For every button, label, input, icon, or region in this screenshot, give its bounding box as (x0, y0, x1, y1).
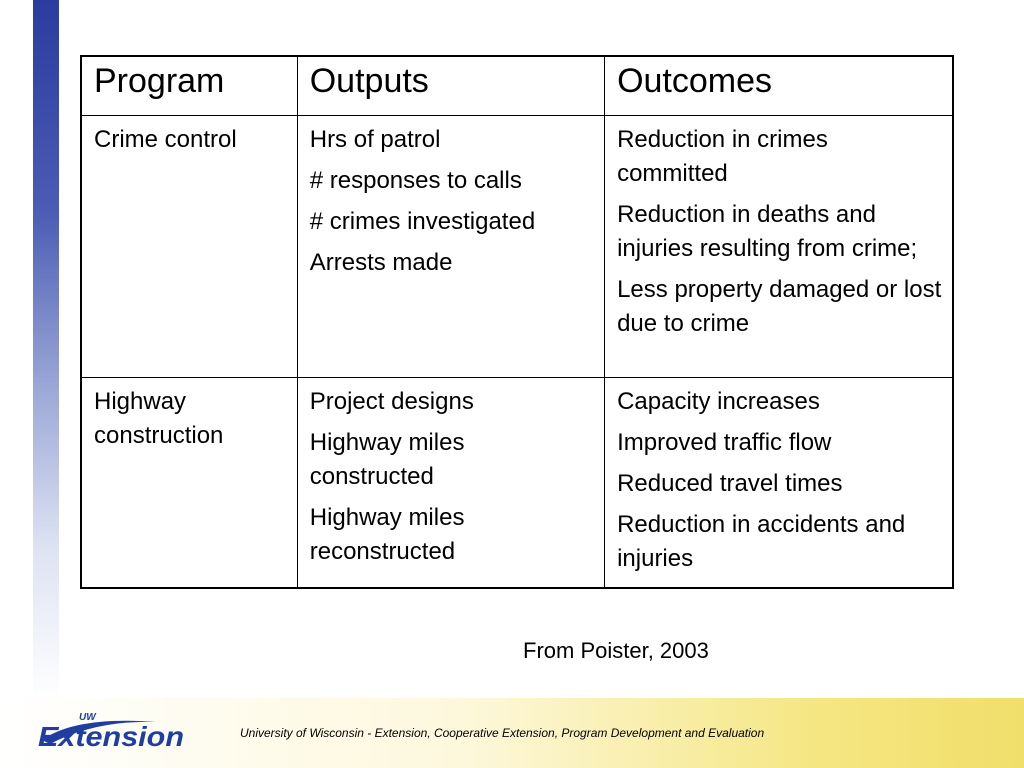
outcome-item: Reduction in accidents and injuries (617, 511, 906, 572)
program-name: Crime control (94, 126, 237, 153)
output-item: Highway miles constructed (309, 429, 465, 490)
program-name: Highway construction (94, 388, 224, 449)
output-item: Arrests made (309, 249, 453, 276)
header-program: Program (81, 56, 297, 116)
output-item: Hrs of patrol (309, 126, 441, 153)
logo-main-text: Extension (38, 721, 184, 752)
footer-text: University of Wisconsin - Extension, Cooperative Extension, Program Development and Evaluation (240, 726, 765, 740)
header-outputs: Outputs (297, 56, 604, 116)
uw-extension-logo (36, 710, 186, 752)
table-header-row (81, 56, 953, 116)
cell-outcomes (605, 116, 953, 378)
outcome-item: Capacity increases (617, 388, 820, 415)
side-gradient-bar (33, 0, 59, 700)
logic-model-table (80, 55, 954, 589)
cell-outputs (297, 378, 604, 589)
citation: From Poister, 2003 (523, 638, 709, 663)
outcome-item: Less property damaged or lost due to crime (617, 276, 942, 337)
outcome-item: Reduced travel times (617, 470, 843, 497)
outcome-item: Reduction in deaths and injuries resulting from crime; (617, 201, 918, 262)
cell-program (81, 116, 297, 378)
output-item: Highway miles reconstructed (309, 504, 465, 565)
output-item: Project designs (309, 388, 474, 415)
cell-program (81, 378, 297, 589)
cell-outcomes (605, 378, 953, 589)
table-row (81, 378, 953, 589)
output-item: # responses to calls (309, 167, 522, 194)
output-item: # crimes investigated (309, 208, 536, 235)
outcome-item: Reduction in crimes committed (617, 126, 828, 187)
header-outcomes: Outcomes (605, 56, 953, 116)
logo-small-text: UW (79, 712, 96, 723)
table-row (81, 116, 953, 378)
cell-outputs (297, 116, 604, 378)
outcome-item: Improved traffic flow (617, 429, 832, 456)
